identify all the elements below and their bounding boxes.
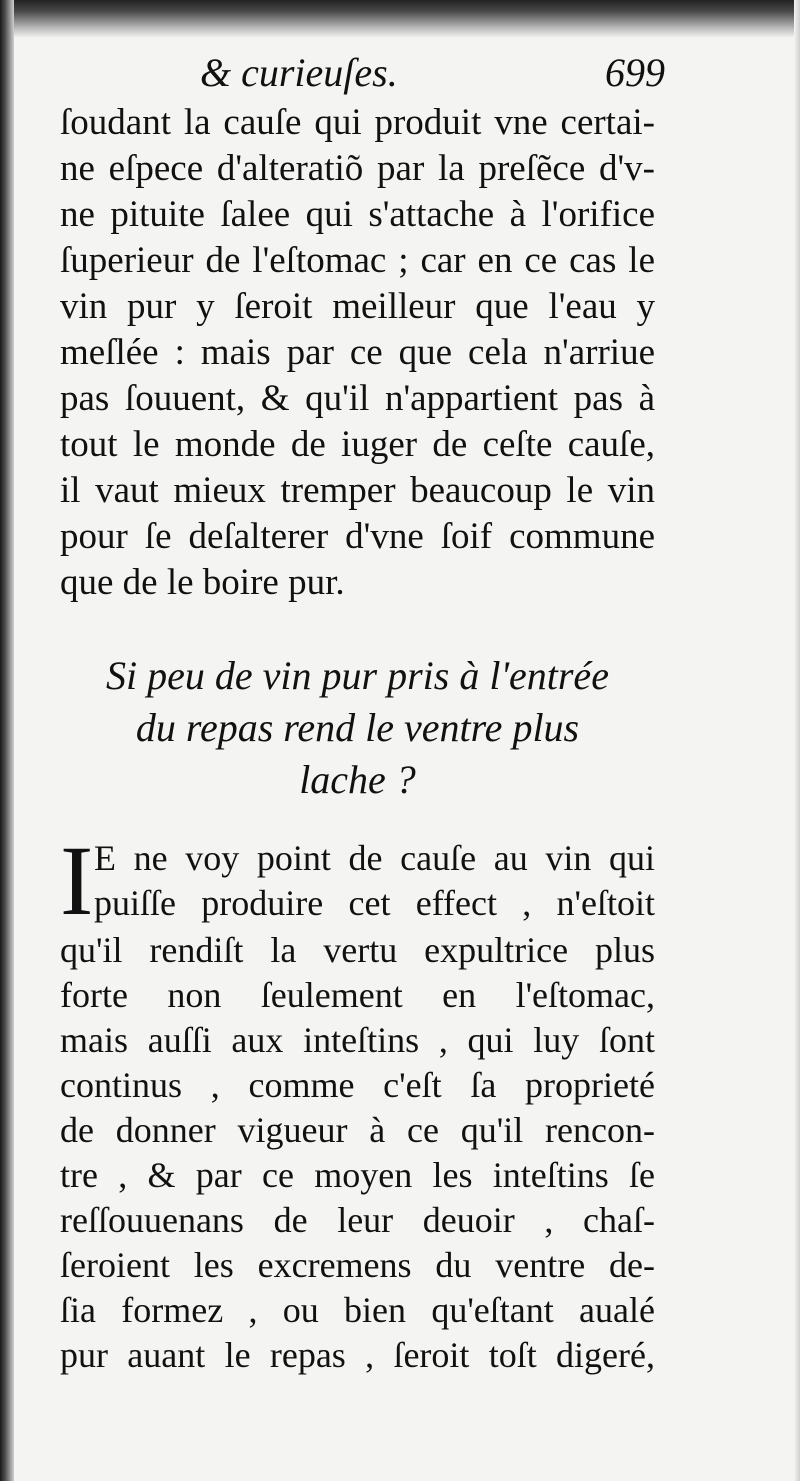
section-heading	[60, 650, 655, 806]
text-line: pour ſe deſalterer d'vne ſoif commune	[60, 516, 655, 557]
text-line: mais auſſi aux inteſtins , qui luy ſont	[60, 1020, 655, 1060]
text-line: tre , & par ce moyen les inteſtins ſe	[60, 1155, 655, 1195]
heading-line: lache ?	[299, 757, 416, 802]
text-line: pur auant le repas , ſeroit toſt digeré,	[60, 1335, 655, 1375]
page-right-edge	[794, 0, 800, 1481]
text-line: reſſouuenans de leur deuoir , chaſ-	[60, 1200, 655, 1240]
text-line: E ne voy point de cauſe au vin qui	[94, 838, 655, 878]
text-line: ſoudant la cauſe qui produit vne certai-	[60, 102, 655, 143]
page-number: 699	[605, 50, 665, 95]
text-line: ne eſpece d'alteratiõ par la preſẽce d'v-	[60, 148, 655, 189]
paragraph-continued	[60, 100, 655, 606]
text-line: que de le boire pur.	[60, 562, 345, 603]
text-line: meſlée : mais par ce que cela n'arriue	[60, 332, 655, 373]
drop-cap: I	[60, 836, 94, 928]
text-line: ne pituite ſalee qui s'attache à l'orifice	[60, 194, 655, 235]
text-line: tout le monde de iuger de ceſte cauſe,	[60, 424, 655, 465]
text-line: vin pur y ſeroit meilleur que l'eau y	[60, 286, 655, 327]
page-header	[60, 48, 665, 98]
running-head: & curieuſes.	[200, 50, 398, 95]
heading-line: du repas rend le ventre plus	[135, 705, 580, 750]
text-line: ſuperieur de l'eſtomac ; car en ce cas le	[60, 240, 655, 281]
text-line: de donner vigueur à ce qu'il rencon-	[60, 1110, 655, 1150]
heading-line: Si peu de vin pur pris à l'entrée	[106, 653, 609, 698]
text-line: ſeroient les excremens du ventre de-	[60, 1245, 655, 1285]
text-line: puiſſe produire cet effect , n'eſtoit	[94, 883, 655, 923]
text-line: continus , comme c'eſt ſa proprieté	[60, 1065, 655, 1105]
text-line: forte non ſeulement en l'eſtomac,	[60, 975, 655, 1015]
text-line: ſia formez , ou bien qu'eſtant aualé	[60, 1290, 655, 1330]
text-line: il vaut mieux tremper beaucoup le vin	[60, 470, 655, 511]
text-line: qu'il rendiſt la vertu expultrice plus	[60, 930, 655, 970]
dropcap-block	[60, 836, 655, 928]
paragraph-new	[60, 836, 655, 1378]
book-spine-shadow	[0, 0, 14, 1481]
scan-top-shadow	[0, 0, 800, 38]
text-line: pas ſouuent, & qu'il n'appartient pas à	[60, 378, 655, 419]
